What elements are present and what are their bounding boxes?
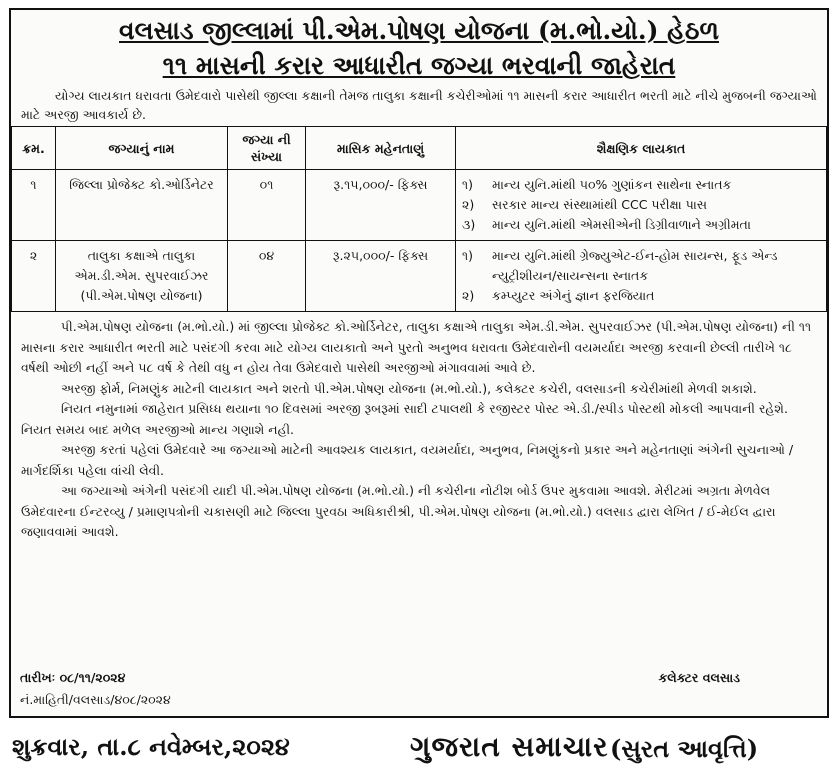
qualification-text: માન્ય યુનિ.માંથી ગ્રેજ્યુએટ-ઈન-હોમ સાયન્સ, ફૂડ એન્ડ ન્યુટ્રીશીયન/સાયન્સના સ્નાતક [492, 248, 778, 283]
newspaper-edition: (સુરત આવૃત્તિ) [610, 734, 759, 763]
table-row [12, 241, 827, 312]
body-paragraph: આ જગ્યાઓ અંગેની પસંદગી યાદી પી.એમ.પોષણ યોજના (મ.ભો.યો.) ની કચેરીના નોટીશ બોર્ડ ઉપર મુકવામા આવશે. મેરીટમાં અગ્રતા મેળવેલ ઉમેદવારના ઈન્ટરવ્યુ / પ્રમાણપત્રોની ચકાસણી માટે જિલ્લા પુરવઠા અધિકારીશ્રી, પી.એમ.પોષણ યોજના (મ.ભો.યો.) વલસાડ દ્વારા લેખિત / ઈ-મેઈલ દ્વારા જણાવવામાં આવશે. [21, 483, 776, 539]
qualification-item [462, 215, 820, 235]
body-paragraph: અરજી ફોર્મ, નિમણુંક માટેની લાયકાત અને શરતો પી.એમ.પોષણ યોજના (મ.ભો.યો.), કલેક્ટર કચેરી, વલસાડની કચેરીમાંથી મેળવી શકાશે. [61, 380, 757, 396]
qualification-text: માન્ય યુનિ.માંથી એમસીએની ડિગ્રીવાળાને અગ્રીમતા [492, 217, 751, 232]
notice-reference-number: નં.માહિતી/વલસાડ/૪૦૮/૨૦૨૪ [20, 692, 171, 707]
row-post: જિલ્લા પ્રોજેક્ટ કો.ઓર્ડિનેટર [56, 170, 228, 241]
header-post: જગ્યાનું નામ [56, 127, 228, 170]
row-count: ૦૪ [228, 241, 306, 312]
newspaper-name: ગુજરાત સમાચાર [410, 730, 609, 763]
row-qualifications [456, 241, 827, 312]
body-paragraph: પી.એમ.પોષણ યોજના (મ.ભો.યો.) માં જીલ્લા પ્રોજેક્ટ કો.ઓર્ડિનેટર, તાલુકા કક્ષાએ તાલુકા એમ.ડી.એમ. સુપરવાઈઝર (પી.એમ.પોષણ યોજના) ની ૧૧ માસના કરાર આધારીત ભરતી માટે પસંદગી કરવા માટે યોગ્ય લાયકાતો અને પુરતો અનુભવ ધરાવતા ઉમેદવારોની વયમર્યાદા અરજી કરવાની છેલ્લી તારીખે ૧૮ વર્ષથી ઓછી નહીં અને ૫૮ વર્ષ કે તેથી વધુ ન હોય તેવા ઉમેદવારો પાસેથી અરજીઓ મંગાવવામાં આવે છે. [21, 319, 812, 375]
row-sr: ૧ [12, 170, 56, 241]
publication-date: શુક્રવાર, તા.૮ નવેમ્બર,૨૦૨૪ [12, 732, 290, 761]
posts-table [11, 126, 827, 312]
notice-intro: યોગ્ય લાયકાત ધરાવતા ઉમેદવારો પાસેથી જીલ્લા કક્ષાની તેમજ તાલુકા કક્ષાની કચેરીઓમાં ૧૧ માસની કરાર આધારીત ભરતી માટે નીચે મુજબની જગ્યાઓ માટે અરજી આવકાર્ય છે. [21, 88, 817, 122]
header-salary: માસિક મહેનતાણું [306, 127, 456, 170]
notice-date: તારીખઃ ૦૮/૧૧/૨૦૨૪ [20, 670, 126, 685]
qualification-item [462, 195, 820, 215]
qualification-text: કમ્પ્યુટર અંગેનું જ્ઞાન ફરજિયાત [492, 288, 655, 303]
qualification-item [462, 246, 820, 286]
notice-signer: કલેક્ટર વલસાડ [658, 670, 740, 685]
qualification-item [462, 286, 820, 306]
notice-title-line1: વલસાડ જીલ્લામાં પી.એમ.પોષણ યોજના (મ.ભો.યો.) હેઠળ [119, 16, 719, 45]
header-count: જગ્યા ની સંખ્યા [228, 127, 306, 170]
row-salary: રૂ.૧૫,૦૦૦/- ફિક્સ [306, 170, 456, 241]
notice-title-line2: ૧૧ માસની કરાર આધારીત જગ્યા ભરવાની જાહેરાત [162, 51, 676, 80]
header-qualification: શૈક્ષણિક લાયકાત [456, 127, 827, 170]
row-qualifications [456, 170, 827, 241]
qualification-number: ૨) [462, 288, 475, 303]
qualification-item [462, 175, 820, 195]
row-post: તાલુકા કક્ષાએ તાલુકા એમ.ડી.એમ. સુપરવાઈઝર (પી.એમ.પોષણ યોજના) [56, 241, 228, 312]
recruitment-notice [9, 8, 829, 718]
header-sr: ક્રમ. [12, 127, 56, 170]
table-row [12, 170, 827, 241]
qualification-number: ૨) [462, 197, 475, 212]
row-salary: રૂ.૨૫,૦૦૦/- ફિક્સ [306, 241, 456, 312]
qualification-number: ૩) [462, 217, 476, 232]
body-paragraph: નિયત નમુનામાં જાહેરાત પ્રસિધ્ધ થયાના ૧૦ દિવસમાં અરજી રૂબરૂમાં સાદી ટપાલથી કે રજીસ્ટર પોસ્ટ એ.ડી./સ્પીડ પોસ્ટથી મોકલી આપવાની રહેશે. નિયત સમય બાદ મળેલ અરજીઓ માન્ય ગણાશે નહી. [21, 401, 788, 437]
body-paragraph: અરજી કરતાં પહેલાં ઉમેદવારે આ જગ્યાઓ માટેની આવશ્યક લાયકાત, વયમર્યાદા, અનુભવ, નિમણુંકનો પ્રકાર અને મહેનતાણાં અંગેની સુચનાઓ / માર્ગદર્શિકા પહેલા વાંચી લેવી. [21, 442, 794, 478]
qualification-text: માન્ય યુનિ.માંથી ૫૦% ગુણાંકન સાથેના સ્નાતક [492, 177, 732, 192]
qualification-text: સરકાર માન્ય સંસ્થામાંથી CCC પરીક્ષા પાસ [492, 197, 707, 212]
row-sr: ૨ [12, 241, 56, 312]
publication-strip [0, 722, 840, 779]
notice-body [11, 312, 827, 543]
qualification-number: ૧) [462, 248, 474, 263]
qualification-number: ૧) [462, 177, 474, 192]
row-count: ૦૧ [228, 170, 306, 241]
table-header-row [12, 127, 827, 170]
